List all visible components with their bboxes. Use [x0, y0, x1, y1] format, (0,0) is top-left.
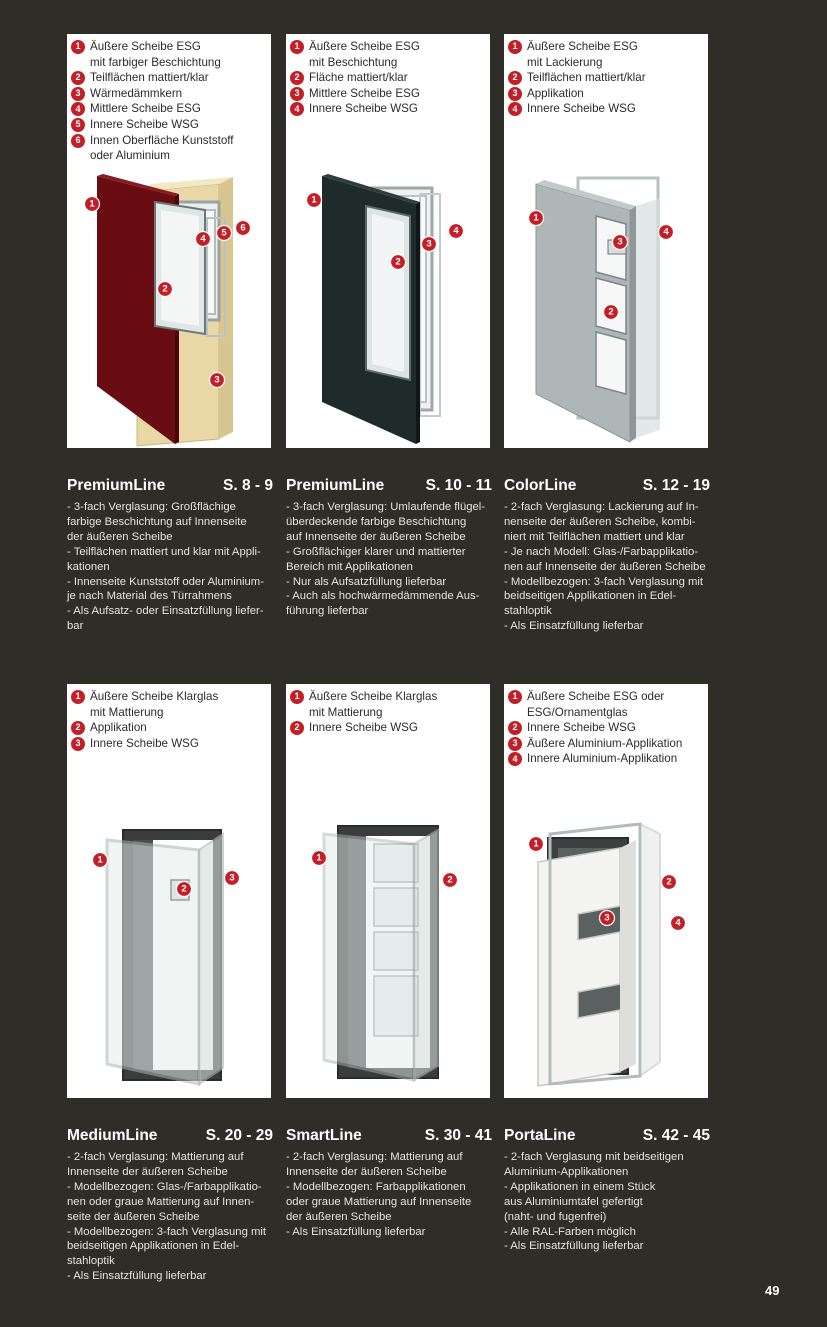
- legend-text: Innere Scheibe WSG: [309, 102, 418, 116]
- feature-item: - Als Einsatzfüllung lieferbar: [67, 1270, 207, 1283]
- feature-item: - Applikationen in einem Stück aus Aluminiumtafel gefertigt (naht- und fugenfrei): [504, 1180, 656, 1223]
- marker-5: [217, 226, 232, 241]
- legend-item: [71, 86, 267, 102]
- legend-text: Innere Scheibe WSG: [527, 102, 636, 116]
- product-pages: S. 30 - 41: [424, 1127, 492, 1144]
- svg-text:3: 3: [229, 872, 235, 884]
- feature-list: [286, 500, 494, 619]
- legend-text: Innere Aluminium-Applikation: [527, 752, 678, 766]
- panel-mediumline: [67, 684, 271, 1098]
- feature-item: - Als Aufsatz- oder Einsatzfüllung liefer- bar: [67, 605, 264, 633]
- feature-item: - Auch als hochwärmedämmende Aus- führung lieferbar: [286, 590, 480, 618]
- number-badge: 3: [290, 87, 304, 101]
- legend-item: [290, 101, 486, 117]
- feature-item: - 3-fach Verglasung: Großflächige farbige Beschichtung auf Innenseite der äußeren Scheibe: [67, 501, 247, 543]
- svg-text:2: 2: [447, 874, 453, 886]
- feature-item: - Als Einsatzfüllung lieferbar: [504, 1240, 644, 1253]
- number-badge: 1: [508, 40, 522, 54]
- product-name: PremiumLine: [67, 477, 166, 494]
- svg-text:1: 1: [89, 198, 95, 210]
- legend-item: [290, 86, 486, 102]
- legend-item: [71, 133, 267, 164]
- panel-smartline: [286, 684, 490, 1098]
- feature-item: - Innenseite Kunststoff oder Aluminium- je nach Material des Türrahmens: [67, 575, 264, 603]
- product-name: MediumLine: [67, 1127, 158, 1144]
- legend-text: Innere Scheibe WSG: [527, 721, 636, 735]
- feature-item: - Als Einsatzfüllung lieferbar: [504, 620, 644, 633]
- marker-2: [604, 305, 619, 320]
- legend-item: [508, 70, 704, 86]
- legend-item: [71, 70, 267, 86]
- legend-text: Innen Oberfläche Kunststoff oder Aluminium: [90, 133, 234, 163]
- marker-1: [93, 853, 108, 868]
- feature-item: - 2-fach Verglasung mit beidseitigen Aluminium-Applikationen: [504, 1151, 684, 1178]
- number-badge: 3: [508, 87, 522, 101]
- feature-list: [504, 1150, 712, 1254]
- marker-3: [613, 235, 628, 250]
- number-badge: 4: [71, 102, 85, 116]
- svg-text:1: 1: [533, 212, 539, 224]
- caption-colorline: [504, 477, 712, 634]
- legend-text: Innere Scheibe WSG: [309, 721, 418, 735]
- product-pages: S. 12 - 19: [642, 477, 710, 494]
- panel-portaline: [504, 684, 708, 1098]
- legend-text: Innere Scheibe WSG: [90, 736, 199, 750]
- legend-text: Äußere Scheibe ESG oder ESG/Ornamentglas: [527, 690, 665, 719]
- marker-2: [443, 873, 458, 888]
- svg-text:3: 3: [426, 238, 432, 250]
- svg-text:4: 4: [200, 233, 206, 245]
- legend-text: Applikation: [527, 86, 584, 100]
- svg-text:2: 2: [395, 256, 401, 268]
- legend-item: [508, 720, 704, 736]
- svg-text:2: 2: [181, 883, 187, 895]
- legend: [290, 39, 486, 117]
- number-badge: 5: [71, 118, 85, 132]
- svg-text:4: 4: [675, 917, 681, 929]
- svg-text:2: 2: [608, 306, 614, 318]
- marker-4: [671, 916, 686, 931]
- legend-item: [71, 720, 267, 736]
- feature-item: - 2-fach Verglasung: Mattierung auf Innenseite der äußeren Scheibe: [67, 1151, 244, 1178]
- feature-item: - Modellbezogen: Farbapplikationen oder graue Mattierung auf Innenseite der äußeren Scheibe: [286, 1180, 472, 1223]
- legend: [71, 39, 267, 164]
- number-badge: 4: [290, 102, 304, 116]
- feature-item: - Großflächiger klarer und mattierter Bereich mit Applikationen: [286, 545, 466, 573]
- legend-text: Innere Scheibe WSG: [90, 117, 199, 131]
- panel-premiumline-2: [286, 34, 490, 448]
- number-badge: 2: [71, 721, 85, 735]
- marker-3: [225, 871, 240, 886]
- panel-colorline: [504, 34, 708, 448]
- feature-item: - 3-fach Verglasung: Umlaufende flügel- überdeckende farbige Beschichtung auf Innenseite der äußeren Scheibe: [286, 501, 486, 543]
- legend-item: [508, 736, 704, 752]
- svg-text:3: 3: [604, 912, 610, 924]
- legend-item: [508, 39, 704, 70]
- number-badge: 1: [508, 690, 522, 704]
- marker-1: [307, 193, 322, 208]
- legend-text: Äußere Scheibe ESG mit farbiger Beschichtung: [90, 40, 221, 69]
- legend-text: Mittlere Scheibe ESG: [90, 102, 201, 116]
- number-badge: 1: [290, 690, 304, 704]
- marker-4: [659, 225, 674, 240]
- marker-2: [662, 875, 677, 890]
- feature-item: - Teilflächen mattiert und klar mit Appli- kationen: [67, 545, 261, 573]
- panel-premiumline-1: [67, 34, 271, 448]
- number-badge: 2: [508, 71, 522, 85]
- marker-4: [196, 232, 211, 247]
- number-badge: 3: [71, 737, 85, 751]
- legend-item: [508, 101, 704, 117]
- marker-1: [85, 197, 100, 212]
- number-badge: 4: [508, 752, 522, 766]
- feature-item: - Alle RAL-Farben möglich: [504, 1225, 636, 1238]
- legend-item: [290, 720, 486, 736]
- legend-text: Äußere Scheibe Klarglas mit Mattierung: [90, 690, 219, 719]
- marker-3: [422, 237, 437, 252]
- product-pages: S. 10 - 11: [425, 477, 492, 494]
- svg-text:1: 1: [533, 838, 539, 850]
- caption-premiumline-2: [286, 477, 494, 619]
- svg-text:5: 5: [221, 227, 227, 239]
- legend-item: [71, 736, 267, 752]
- legend-item: [508, 689, 704, 720]
- marker-2: [177, 882, 192, 897]
- number-badge: 3: [71, 87, 85, 101]
- legend-item: [290, 70, 486, 86]
- legend-item: [71, 39, 267, 70]
- svg-text:3: 3: [214, 374, 220, 386]
- legend-text: Teilflächen mattiert/klar: [527, 71, 646, 85]
- svg-text:1: 1: [316, 852, 322, 864]
- number-badge: 3: [508, 737, 522, 751]
- legend-item: [508, 86, 704, 102]
- feature-item: - Nur als Aufsatzfüllung lieferbar: [286, 575, 447, 588]
- number-badge: 2: [290, 721, 304, 735]
- feature-item: - 2-fach Verglasung: Lackierung auf In- nenseite der äußeren Scheibe, kombi- niert mit Teilflächen mattiert und klar: [504, 501, 699, 543]
- feature-list: [286, 1150, 494, 1239]
- svg-text:2: 2: [162, 283, 168, 295]
- number-badge: 1: [71, 40, 85, 54]
- svg-text:1: 1: [97, 854, 103, 866]
- legend-text: Äußere Aluminium-Applikation: [527, 736, 683, 750]
- feature-item: - Modellbezogen: Glas-/Farbapplikatio- nen oder graue Mattierung auf Innen- seite der äußeren Scheibe: [67, 1180, 262, 1223]
- marker-4: [449, 224, 464, 239]
- feature-list: [504, 500, 712, 634]
- feature-item: - Modellbezogen: 3-fach Verglasung mit beidseitigen Applikationen in Edel- stahloptik: [67, 1225, 267, 1268]
- number-badge: 4: [508, 102, 522, 116]
- legend-text: Äußere Scheibe Klarglas mit Mattierung: [309, 690, 438, 719]
- number-badge: 2: [71, 71, 85, 85]
- caption-mediumline: [67, 1127, 275, 1284]
- feature-item: - 2-fach Verglasung: Mattierung auf Innenseite der äußeren Scheibe: [286, 1151, 463, 1178]
- legend: [71, 689, 267, 751]
- legend-item: [71, 101, 267, 117]
- product-name: ColorLine: [504, 477, 577, 494]
- number-badge: 6: [71, 134, 85, 148]
- marker-3: [600, 911, 615, 926]
- marker-1: [312, 851, 327, 866]
- svg-text:4: 4: [663, 226, 669, 238]
- svg-text:6: 6: [240, 222, 246, 234]
- feature-list: [67, 500, 275, 634]
- legend-text: Applikation: [90, 721, 147, 735]
- legend-item: [71, 117, 267, 133]
- svg-text:1: 1: [311, 194, 317, 206]
- svg-text:4: 4: [453, 225, 459, 237]
- product-pages: S. 42 - 45: [642, 1127, 710, 1144]
- product-pages: S. 8 - 9: [223, 477, 273, 494]
- legend-text: Wärmedämmkern: [90, 86, 183, 100]
- legend-item: [290, 39, 486, 70]
- legend: [508, 39, 704, 117]
- marker-2: [391, 255, 406, 270]
- legend-text: Äußere Scheibe ESG mit Lackierung: [527, 40, 638, 69]
- svg-text:2: 2: [666, 876, 672, 888]
- marker-1: [529, 211, 544, 226]
- number-badge: 1: [290, 40, 304, 54]
- feature-item: - Als Einsatzfüllung lieferbar: [286, 1225, 426, 1238]
- product-name: PortaLine: [504, 1127, 576, 1144]
- marker-1: [529, 837, 544, 852]
- svg-text:3: 3: [617, 236, 623, 248]
- caption-premiumline-1: [67, 477, 275, 634]
- page-number: 49: [765, 1283, 780, 1298]
- legend-item: [71, 689, 267, 720]
- feature-list: [67, 1150, 275, 1284]
- legend-text: Mittlere Scheibe ESG: [309, 86, 420, 100]
- marker-3: [210, 373, 225, 388]
- markers-smartline: [286, 684, 490, 1098]
- legend-text: Äußere Scheibe ESG mit Beschichtung: [309, 40, 420, 69]
- product-name: SmartLine: [286, 1127, 362, 1144]
- product-pages: S. 20 - 29: [205, 1127, 273, 1144]
- product-name: PremiumLine: [286, 477, 385, 494]
- legend-text: Fläche mattiert/klar: [309, 71, 408, 85]
- legend: [508, 689, 704, 767]
- marker-6: [236, 221, 251, 236]
- number-badge: 1: [71, 690, 85, 704]
- marker-2: [158, 282, 173, 297]
- feature-item: - Modellbezogen: 3-fach Verglasung mit beidseitigen Applikationen in Edel- stahloptik: [504, 575, 704, 618]
- feature-item: - Je nach Modell: Glas-/Farbapplikatio- nen auf Innenseite der äußeren Scheibe: [504, 545, 706, 573]
- number-badge: 2: [290, 71, 304, 85]
- number-badge: 2: [508, 721, 522, 735]
- legend-text: Teilflächen mattiert/klar: [90, 71, 209, 85]
- caption-smartline: [286, 1127, 494, 1239]
- legend-item: [508, 751, 704, 767]
- caption-portaline: [504, 1127, 712, 1254]
- legend: [290, 689, 486, 736]
- legend-item: [290, 689, 486, 720]
